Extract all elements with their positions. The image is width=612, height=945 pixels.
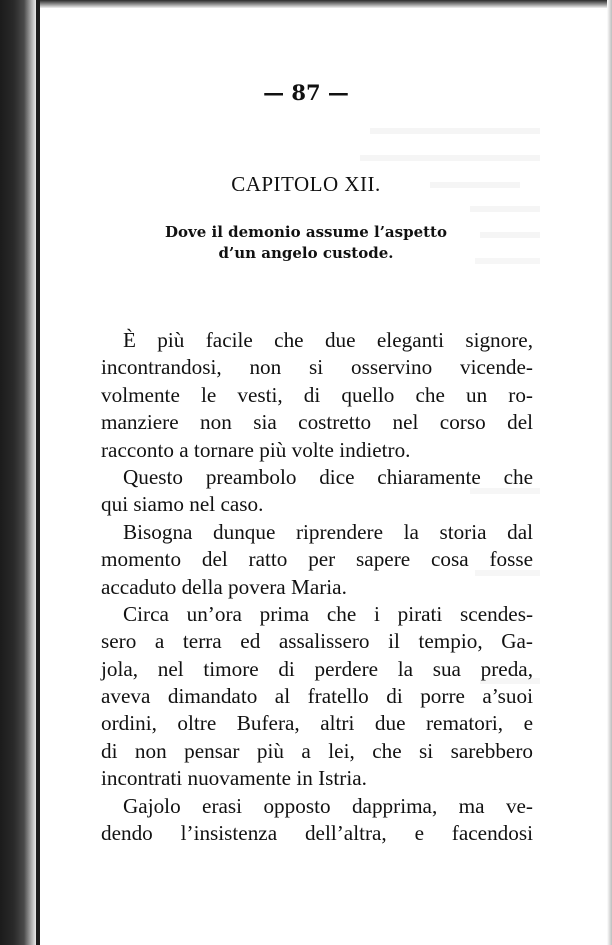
subtitle-line: d’un angelo custode. bbox=[218, 244, 394, 262]
book-spine-line bbox=[36, 0, 40, 945]
body-line: manziere non sia costretto nel corso del bbox=[101, 410, 533, 435]
chapter-body bbox=[101, 327, 533, 847]
body-line: Bisogna dunque riprendere la storia dal bbox=[123, 519, 533, 544]
book-binding-shadow bbox=[0, 0, 36, 945]
body-line: dendo l’insistenza dell’altra, e facendosi bbox=[101, 821, 533, 846]
body-line: Circa un’ora prima che i pirati scendes- bbox=[123, 601, 533, 626]
body-line: ordini, oltre Bufera, altri due rematori, e bbox=[101, 711, 533, 736]
body-line: È più facile che due eleganti signore, bbox=[123, 328, 533, 352]
body-line: di non pensar più a lei, che si sarebbero bbox=[101, 738, 533, 763]
subtitle-line: Dove il demonio assume l’aspetto bbox=[165, 223, 447, 241]
chapter-title: CAPITOLO XII. bbox=[231, 172, 381, 196]
body-line: jola, nel timore di perdere la sua preda, bbox=[101, 656, 533, 681]
body-line: incontrati nuovamente in Istria. bbox=[101, 766, 367, 791]
body-line: qui siamo nel caso. bbox=[101, 492, 264, 517]
body-line: volmente le vesti, di quello che un ro- bbox=[101, 382, 533, 407]
body-line: Gajolo erasi opposto dapprima, ma ve- bbox=[123, 793, 533, 818]
body-line: sero a terra ed assalissero il tempio, Ga- bbox=[101, 629, 533, 654]
body-line: momento del ratto per sapere cosa fosse bbox=[101, 547, 533, 572]
body-line: aveva dimandato al fratello di porre a’suoi bbox=[101, 684, 533, 709]
page-top-edge bbox=[0, 0, 612, 8]
body-line: racconto a tornare più volte indietro. bbox=[101, 437, 411, 462]
page-right-edge bbox=[607, 0, 612, 945]
body-line: Questo preambolo dice chiaramente che bbox=[123, 464, 533, 489]
body-line: incontrandosi, non si osservino vicende- bbox=[101, 355, 533, 380]
chapter-subtitle bbox=[0, 222, 612, 264]
page-number: — 87 — bbox=[263, 80, 349, 105]
body-line: accaduto della povera Maria. bbox=[101, 574, 347, 599]
